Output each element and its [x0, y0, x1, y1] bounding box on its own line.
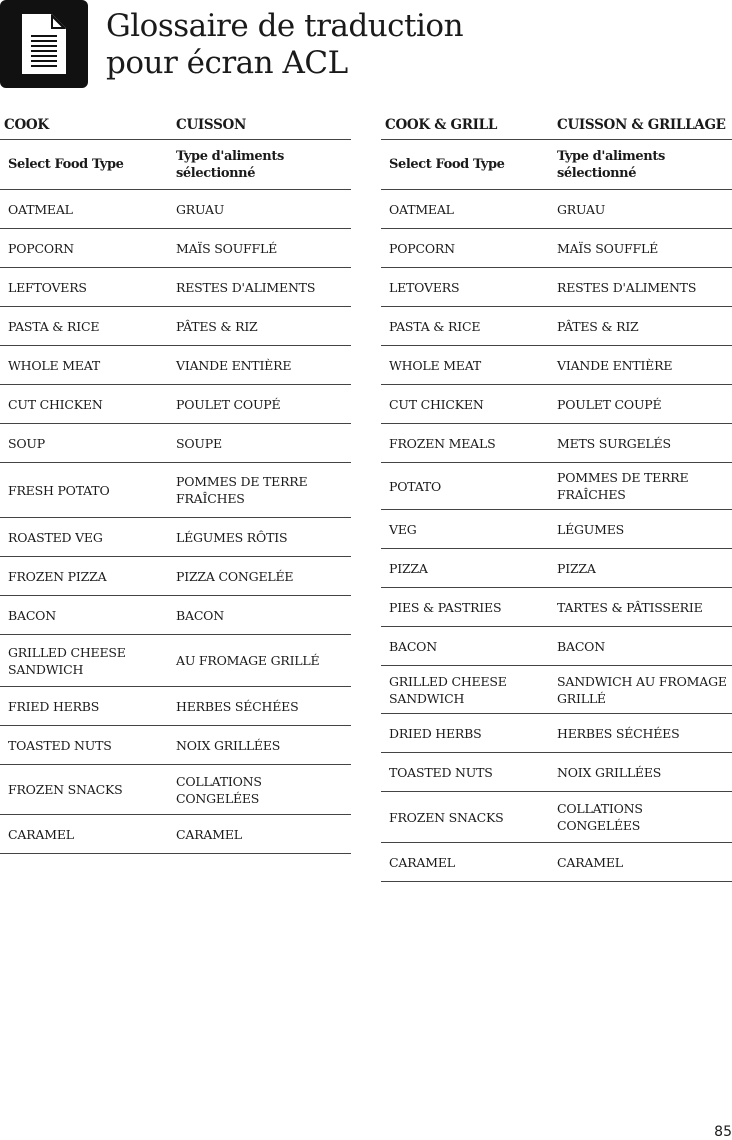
- table-row: [381, 510, 732, 549]
- table-row: [381, 307, 732, 346]
- term-english: BACON: [0, 596, 168, 635]
- term-french: RESTES D'ALIMENTS: [168, 268, 351, 307]
- term-english: LEFTOVERS: [0, 268, 168, 307]
- term-french: Type d'aliments sélectionné: [168, 140, 351, 190]
- table-row: [381, 588, 732, 627]
- table-row: [381, 229, 732, 268]
- term-english: LETOVERS: [381, 268, 549, 307]
- column-header-english: COOK & GRILL: [381, 110, 549, 140]
- term-english: TOASTED NUTS: [0, 726, 168, 765]
- term-french: CARAMEL: [168, 815, 351, 854]
- page-title: [106, 8, 463, 82]
- term-french: LÉGUMES: [549, 510, 732, 549]
- term-french: GRUAU: [168, 190, 351, 229]
- term-french: PIZZA CONGELÉE: [168, 557, 351, 596]
- column-header-french: CUISSON: [168, 110, 351, 140]
- table-row: [0, 687, 351, 726]
- table-row: [0, 385, 351, 424]
- term-english: WHOLE MEAT: [0, 346, 168, 385]
- term-english: DRIED HERBS: [381, 714, 549, 753]
- term-english: BACON: [381, 627, 549, 666]
- term-english: SOUP: [0, 424, 168, 463]
- table-row: [381, 792, 732, 843]
- term-french: RESTES D'ALIMENTS: [549, 268, 732, 307]
- term-english: CUT CHICKEN: [0, 385, 168, 424]
- term-french: AU FROMAGE GRILLÉ: [168, 635, 351, 687]
- column-header-french: CUISSON & GRILLAGE: [549, 110, 732, 140]
- term-french: VIANDE ENTIÈRE: [168, 346, 351, 385]
- table-row: [0, 726, 351, 765]
- term-french: BACON: [168, 596, 351, 635]
- term-english: PASTA & RICE: [0, 307, 168, 346]
- term-english: PIZZA: [381, 549, 549, 588]
- term-french: HERBES SÉCHÉES: [549, 714, 732, 753]
- table-row: [381, 843, 732, 882]
- term-english: ROASTED VEG: [0, 518, 168, 557]
- term-french: GRUAU: [549, 190, 732, 229]
- title-line-1: Glossaire de traduction: [106, 8, 464, 44]
- term-french: PÂTES & RIZ: [549, 307, 732, 346]
- table-row: [381, 666, 732, 714]
- table-row: [381, 385, 732, 424]
- table-row: [0, 815, 351, 854]
- table-row: [0, 307, 351, 346]
- term-french: COLLATIONS CONGELÉES: [549, 792, 732, 843]
- term-french: PÂTES & RIZ: [168, 307, 351, 346]
- table-row: [381, 463, 732, 510]
- term-english: PASTA & RICE: [381, 307, 549, 346]
- term-english: GRILLED CHEESE SANDWICH: [0, 635, 168, 687]
- term-english: FRESH POTATO: [0, 463, 168, 518]
- term-french: POULET COUPÉ: [549, 385, 732, 424]
- table-row: [0, 518, 351, 557]
- term-english: VEG: [381, 510, 549, 549]
- term-english: Select Food Type: [381, 140, 549, 190]
- table-header-row: [0, 110, 351, 140]
- term-french: BACON: [549, 627, 732, 666]
- table-row: [381, 549, 732, 588]
- table-row: [381, 140, 732, 190]
- term-french: COLLATIONS CONGELÉES: [168, 765, 351, 815]
- term-english: POPCORN: [381, 229, 549, 268]
- table-row: [0, 424, 351, 463]
- term-english: FROZEN SNACKS: [0, 765, 168, 815]
- cook-glossary-table: [0, 110, 351, 854]
- table-row: [381, 424, 732, 463]
- term-english: CARAMEL: [0, 815, 168, 854]
- table-row: [381, 714, 732, 753]
- table-row: [0, 635, 351, 687]
- table-row: [0, 596, 351, 635]
- term-french: SOUPE: [168, 424, 351, 463]
- term-french: CARAMEL: [549, 843, 732, 882]
- term-french: LÉGUMES RÔTIS: [168, 518, 351, 557]
- table-row: [381, 627, 732, 666]
- table-row: [0, 463, 351, 518]
- term-english: FROZEN MEALS: [381, 424, 549, 463]
- term-english: POPCORN: [0, 229, 168, 268]
- term-english: FRIED HERBS: [0, 687, 168, 726]
- term-french: TARTES & PÂTISSERIE: [549, 588, 732, 627]
- term-french: MAÏS SOUFFLÉ: [168, 229, 351, 268]
- term-french: METS SURGELÉS: [549, 424, 732, 463]
- term-english: POTATO: [381, 463, 549, 510]
- table-header-row: [381, 110, 732, 140]
- table-row: [381, 346, 732, 385]
- term-french: SANDWICH AU FROMAGE GRILLÉ: [549, 666, 732, 714]
- title-line-2: pour écran ACL: [106, 45, 348, 81]
- term-french: NOIX GRILLÉES: [549, 753, 732, 792]
- term-english: CUT CHICKEN: [381, 385, 549, 424]
- document-icon: [0, 0, 88, 88]
- table-row: [0, 765, 351, 815]
- table-row: [0, 140, 351, 190]
- table-row: [381, 190, 732, 229]
- term-english: CARAMEL: [381, 843, 549, 882]
- term-french: POMMES DE TERRE FRAÎCHES: [168, 463, 351, 518]
- term-french: PIZZA: [549, 549, 732, 588]
- term-english: TOASTED NUTS: [381, 753, 549, 792]
- term-english: WHOLE MEAT: [381, 346, 549, 385]
- term-english: Select Food Type: [0, 140, 168, 190]
- term-english: FROZEN PIZZA: [0, 557, 168, 596]
- table-row: [0, 346, 351, 385]
- term-english: PIES & PASTRIES: [381, 588, 549, 627]
- term-english: OATMEAL: [0, 190, 168, 229]
- term-french: HERBES SÉCHÉES: [168, 687, 351, 726]
- term-english: GRILLED CHEESE SANDWICH: [381, 666, 549, 714]
- column-header-english: COOK: [0, 110, 168, 140]
- term-english: OATMEAL: [381, 190, 549, 229]
- table-row: [381, 268, 732, 307]
- table-row: [0, 557, 351, 596]
- term-french: NOIX GRILLÉES: [168, 726, 351, 765]
- table-row: [0, 229, 351, 268]
- table-row: [0, 190, 351, 229]
- term-french: POMMES DE TERRE FRAÎCHES: [549, 463, 732, 510]
- term-french: MAÏS SOUFFLÉ: [549, 229, 732, 268]
- cook-grill-glossary-table: [381, 110, 732, 882]
- page-number: 85: [714, 1124, 732, 1140]
- term-french: POULET COUPÉ: [168, 385, 351, 424]
- term-french: Type d'aliments sélectionné: [549, 140, 732, 190]
- table-row: [0, 268, 351, 307]
- term-english: FROZEN SNACKS: [381, 792, 549, 843]
- term-french: VIANDE ENTIÈRE: [549, 346, 732, 385]
- table-row: [381, 753, 732, 792]
